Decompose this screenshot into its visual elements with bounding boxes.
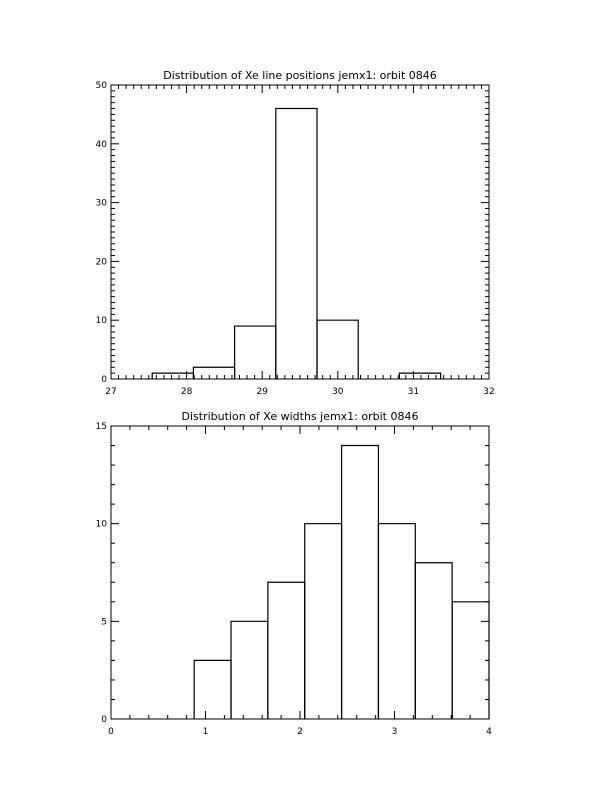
y-tick-label: 50 — [95, 81, 107, 91]
histogram-bar — [193, 367, 234, 379]
y-tick-label: 10 — [95, 519, 107, 530]
x-tick-label: 28 — [180, 387, 193, 397]
histogram-bar — [231, 621, 268, 719]
histogram-bar — [235, 326, 276, 379]
histogram-bar — [268, 582, 305, 719]
y-tick-label: 5 — [101, 617, 107, 628]
x-tick-label: 2 — [297, 727, 303, 737]
y-tick-label: 20 — [95, 257, 107, 268]
x-tick-label: 3 — [391, 727, 398, 737]
histogram-bar — [317, 320, 358, 379]
x-tick-label: 4 — [486, 727, 492, 737]
widths-histogram — [96, 410, 493, 737]
line-positions-histogram — [96, 69, 495, 397]
y-tick-label: 10 — [95, 316, 107, 327]
y-tick-label: 0 — [101, 375, 107, 385]
y-tick-label: 15 — [95, 422, 107, 432]
y-tick-label: 30 — [95, 198, 107, 209]
histogram-bar — [194, 660, 231, 719]
y-tick-label: 0 — [101, 715, 107, 725]
plot-frame — [111, 85, 489, 379]
plot-frame — [111, 426, 489, 719]
chart-title: Distribution of Xe widths jemx1: orbit 0846 — [181, 410, 419, 423]
x-tick-label: 27 — [105, 387, 117, 397]
x-tick-label: 30 — [332, 387, 344, 397]
y-tick-label: 40 — [95, 139, 107, 150]
histogram-bar — [305, 524, 342, 719]
histogram-bar — [276, 109, 317, 379]
histogram-bar — [342, 446, 379, 719]
x-tick-label: 0 — [108, 727, 114, 737]
x-tick-label: 29 — [256, 387, 268, 397]
histogram-bar — [452, 602, 489, 719]
histogram-bar — [152, 373, 193, 379]
x-tick-label: 32 — [483, 387, 495, 397]
x-tick-label: 31 — [407, 387, 420, 397]
histogram-bar — [378, 524, 415, 719]
x-tick-label: 1 — [202, 727, 209, 737]
chart-title: Distribution of Xe line positions jemx1: orbit 0846 — [163, 69, 437, 82]
histogram-bar — [415, 563, 452, 719]
